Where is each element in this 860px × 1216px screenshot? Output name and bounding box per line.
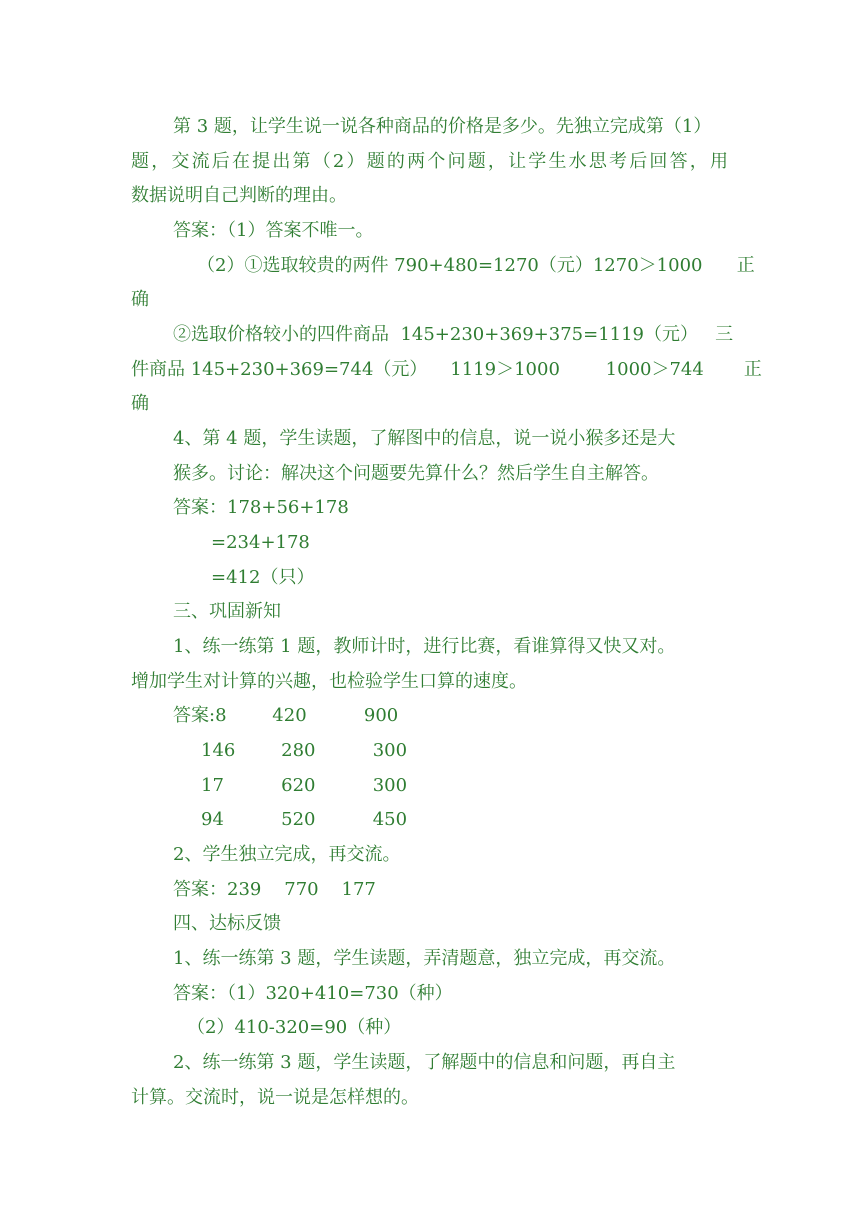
answer-line: 答案：（1）320+410=730（种） bbox=[173, 983, 453, 1004]
section-heading: 四、达标反馈 bbox=[173, 913, 281, 934]
paragraph-line: 题，交流后在提出第（2）题的两个问题，让学生水思考后回答，用 bbox=[131, 151, 728, 172]
answer-line: 答案：（1）答案不唯一。 bbox=[173, 220, 374, 241]
answer-line: （2）①选取较贵的两件 790+480=1270（元）1270＞1000 正 bbox=[197, 255, 755, 276]
paragraph-line: 1、练一练第 1 题，教师计时，进行比赛，看谁算得又快又对。 bbox=[173, 636, 676, 657]
answer-line: 94 520 450 bbox=[201, 809, 408, 830]
paragraph-line: 4、第 4 题，学生读题，了解图中的信息，说一说小猴多还是大 bbox=[173, 428, 676, 449]
answer-line: 件商品 145+230+369=744（元） 1119＞1000 1000＞744 正 bbox=[131, 359, 762, 380]
answer-line: 146 280 300 bbox=[201, 740, 408, 761]
answer-line: 17 620 300 bbox=[201, 775, 408, 796]
answer-line: ②选取价格较小的四件商品 145+230+369+375=1119（元） 三 bbox=[173, 324, 734, 345]
answer-line: 确 bbox=[131, 393, 149, 414]
answer-line: =412（只） bbox=[211, 567, 315, 588]
paragraph-line: 2、学生独立完成，再交流。 bbox=[173, 844, 401, 865]
section-heading: 三、巩固新知 bbox=[173, 601, 281, 622]
answer-line: 答案：239 770 177 bbox=[173, 879, 376, 900]
paragraph-line: 第 3 题，让学生说一说各种商品的价格是多少。先独立完成第（1） bbox=[173, 116, 712, 137]
answer-line: （2）410-320=90（种） bbox=[187, 1017, 402, 1038]
answer-line: =234+178 bbox=[211, 532, 310, 553]
answer-line: 答案：178+56+178 bbox=[173, 497, 349, 518]
answer-line: 确 bbox=[131, 289, 149, 310]
paragraph-line: 数据说明自己判断的理由。 bbox=[131, 185, 347, 206]
paragraph-line: 1、练一练第 3 题，学生读题，弄清题意，独立完成，再交流。 bbox=[173, 948, 676, 969]
answer-line: 答案:8 420 900 bbox=[173, 705, 399, 726]
paragraph-line: 猴多。讨论：解决这个问题要先算什么？然后学生自主解答。 bbox=[173, 463, 659, 484]
paragraph-line: 增加学生对计算的兴趣，也检验学生口算的速度。 bbox=[131, 671, 527, 692]
paragraph-line: 2、练一练第 3 题，学生读题，了解题中的信息和问题，再自主 bbox=[173, 1052, 676, 1073]
paragraph-line: 计算。交流时，说一说是怎样想的。 bbox=[131, 1087, 419, 1108]
